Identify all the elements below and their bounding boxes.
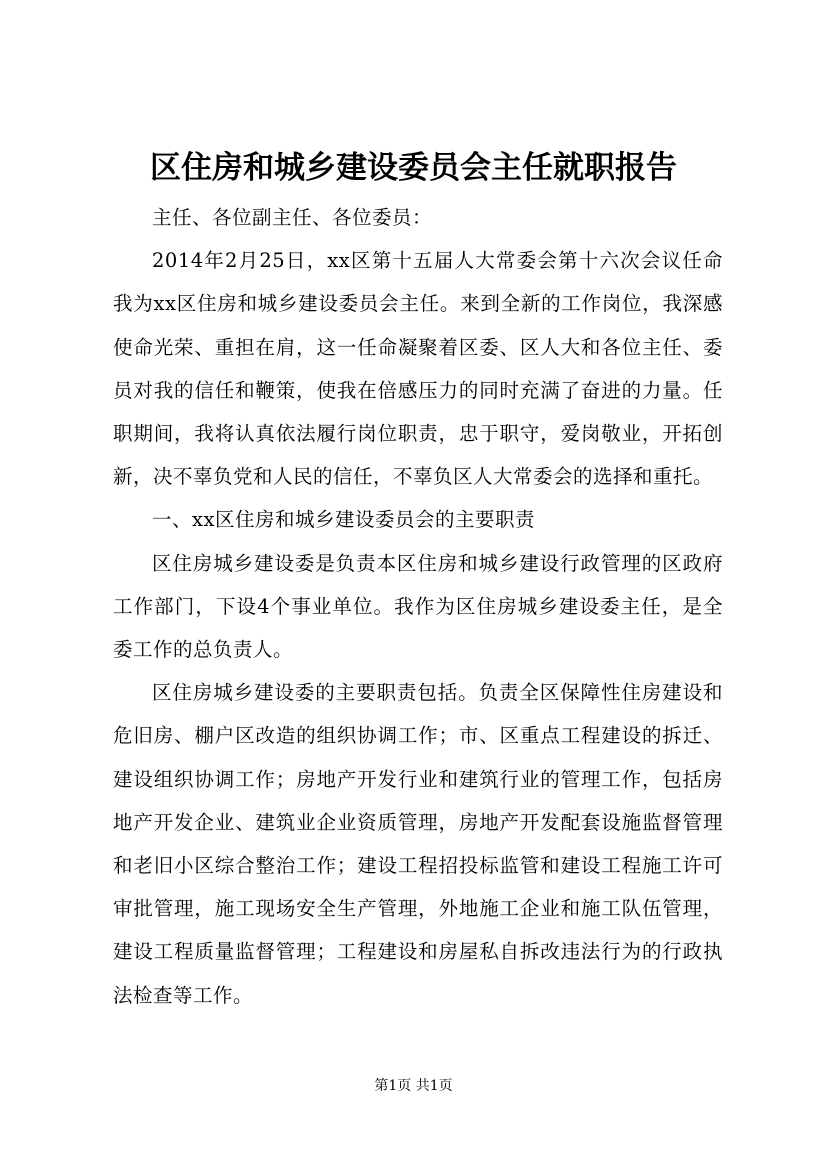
page-footer: 第1页 共1页 bbox=[374, 1078, 453, 1094]
intro-paragraph: 2014年2月25日，xx区第十五届人大常委会第十六次会议任命我为xx区住房和城乡建设委员会主任。来到全新的工作岗位，我深感使命光荣、重担在肩，这一任命凝聚着区委、区人大和各位主任、委员对我的信任和鞭策，使我在倍感压力的同时充满了奋进的力量。任职期间，我将认真依法履行岗位职责，忠于职守，爱岗敬业，开拓创新，决不辜负党和人民的信任，不辜负区人大常委会的选择和重托。 bbox=[113, 249, 723, 489]
document-body bbox=[113, 196, 723, 1017]
body-paragraph: 区住房城乡建设委是负责本区住房和城乡建设行政管理的区政府工作部门，下设4个事业单位。我作为区住房城乡建设委主任，是全委工作的总负责人。 bbox=[113, 551, 723, 662]
document-title: 区住房和城乡建设委员会主任就职报告 bbox=[150, 150, 677, 186]
body-paragraph: 区住房城乡建设委的主要职责包括。负责全区保障性住房建设和危旧房、棚户区改造的组织协调工作；市、区重点工程建设的拆迁、建设组织协调工作；房地产开发行业和建筑行业的管理工作，包括房地产开发企业、建筑业企业资质管理，房地产开发配套设施监督管理和老旧小区综合整治工作；建设工程招投标监管和建设工程施工许可审批管理，施工现场安全生产管理，外地施工企业和施工队伍管理，建设工程质量监督管理；工程建设和房屋私自拆改违法行为的行政执法检查等工作。 bbox=[113, 681, 723, 1007]
section-heading: 一、xx区住房和城乡建设委员会的主要职责 bbox=[152, 508, 535, 532]
salutation-paragraph: 主任、各位副主任、各位委员： bbox=[152, 206, 433, 229]
